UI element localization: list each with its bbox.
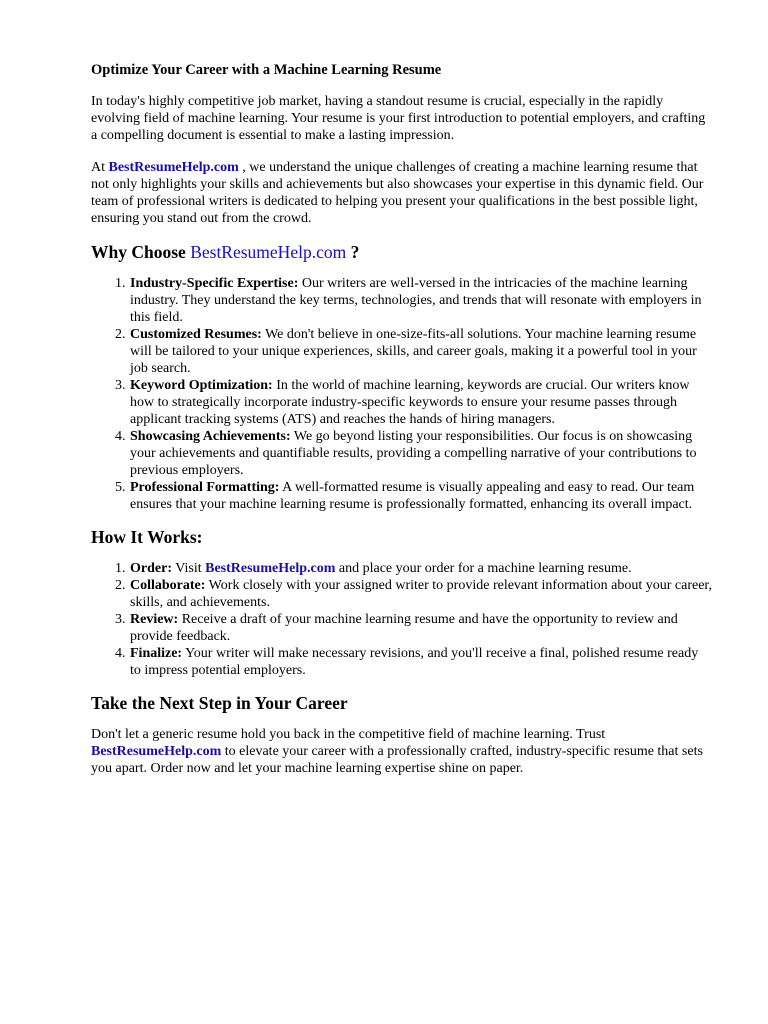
list-item-lead: Showcasing Achievements: (130, 429, 291, 444)
list-item-text: We go beyond listing your responsibilities. Our focus is on showcasing your achievements and quantifiable results, providing a compelling narrative of your contributions to previous employers. (130, 429, 697, 478)
why-choose-list (91, 275, 712, 513)
list-item-text: Your writer will make necessary revisions, and you'll receive a final, polished resume ready to impress potential employers. (130, 646, 699, 678)
list-item-text: and place your order for a machine learning resume. (335, 561, 632, 576)
list-item-text: Our writers are well-versed in the intricacies of the machine learning industry. They understand the key terms, technologies, and trends that will resonate with employers in this field. (130, 276, 702, 325)
next-step-heading: Take the Next Step in Your Career (91, 693, 348, 713)
list-item (129, 377, 712, 428)
list-item (129, 560, 712, 577)
about-site-link[interactable]: BestResumeHelp.com (108, 160, 239, 175)
list-item-text: Receive a draft of your machine learning resume and have the opportunity to review and provide feedback. (130, 612, 678, 644)
about-paragraph (91, 159, 712, 227)
next-step-site-link[interactable]: BestResumeHelp.com (91, 744, 222, 759)
document-title: Optimize Your Career with a Machine Learning Resume (91, 62, 442, 78)
order-prefix: Visit (171, 561, 206, 576)
list-item-text: In the world of machine learning, keywords are crucial. Our writers know how to strategically incorporate industry-specific keywords to ensure your resume passes through applicant tracking systems (ATS) and reaches the hands of hiring managers. (130, 378, 690, 427)
how-it-works-list (91, 560, 712, 679)
list-item-lead: Review: (130, 612, 179, 627)
list-item-text: A well-formatted resume is visually appealing and easy to read. Our team ensures that your machine learning resume is professionally formatted, enhancing its overall impact. (130, 480, 695, 512)
next-step-prefix: Don't let a generic resume hold you back in the competitive field of machine learning. Trust (91, 727, 606, 742)
list-item-text: We don't believe in one-size-fits-all solutions. Your machine learning resume will be tailored to your unique experiences, skills, and career goals, making it a powerful tool in your job search. (130, 327, 697, 376)
list-item (129, 577, 712, 611)
list-item (129, 611, 712, 645)
list-item-lead: Keyword Optimization: (130, 378, 273, 393)
list-item-lead: Professional Formatting: (130, 480, 280, 495)
intro-paragraph: In today's highly competitive job market, having a standout resume is crucial, especially in the rapidly evolving field of machine learning. Your resume is your first introduction to potential employers, and crafting a compelling document is essential to make a lasting impression. (91, 94, 706, 143)
why-heading-link[interactable]: BestResumeHelp.com (190, 242, 347, 262)
about-text: , we understand the unique challenges of creating a machine learning resume that not only highlights your skills and achievements but also showcases your expertise in this dynamic field. Our team of professional writers is dedicated to helping you present your qualifications in the best possible light, ensuring you stand out from the crowd. (91, 160, 704, 226)
why-heading-prefix: Why Choose (91, 242, 191, 262)
why-choose-heading (91, 242, 712, 262)
list-item-lead: Customized Resumes: (130, 327, 262, 342)
why-heading-suffix: ? (346, 242, 360, 262)
list-item (129, 479, 712, 513)
about-prefix: At (91, 160, 109, 175)
list-item-lead: Industry-Specific Expertise: (130, 276, 299, 291)
list-item (129, 428, 712, 479)
list-item (129, 275, 712, 326)
how-it-works-heading: How It Works: (91, 527, 203, 547)
list-item-lead: Collaborate: (130, 578, 206, 593)
list-item-lead: Finalize: (130, 646, 183, 661)
next-step-text: to elevate your career with a professionally crafted, industry-specific resume that sets you apart. Order now and let your machine learning expertise shine on paper. (91, 744, 703, 776)
order-site-link[interactable]: BestResumeHelp.com (205, 561, 336, 576)
list-item-lead: Order: (130, 561, 172, 576)
list-item-text: Work closely with your assigned writer to provide relevant information about your career, skills, and achievements. (130, 578, 713, 610)
list-item (129, 645, 712, 679)
next-step-paragraph (91, 726, 712, 777)
list-item (129, 326, 712, 377)
